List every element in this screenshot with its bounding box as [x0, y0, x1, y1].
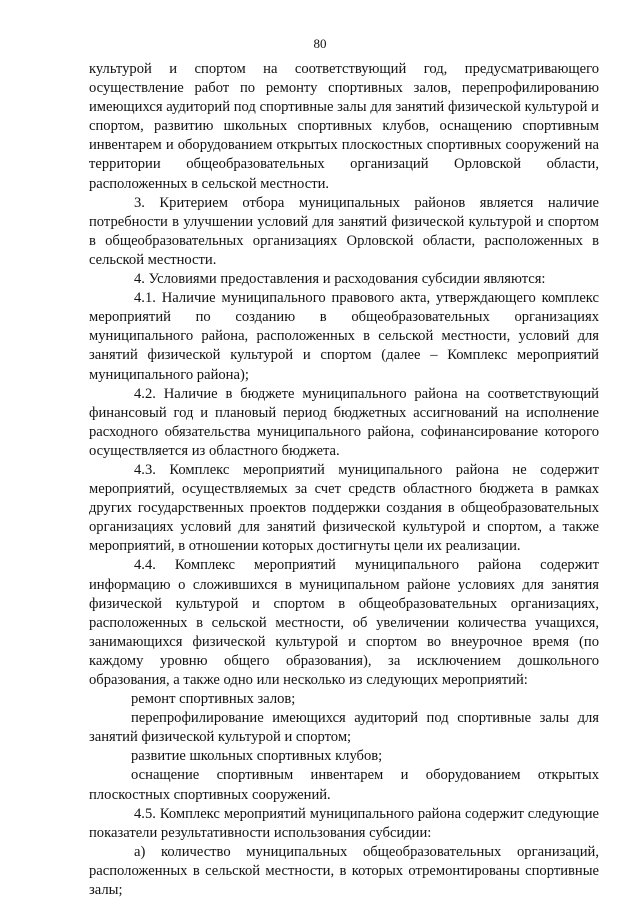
paragraph-4-5: 4.5. Комплекс мероприятий муниципального района содержит следующие показатели результативности использования субсидии:	[89, 805, 599, 841]
page-number: 80	[313, 36, 327, 51]
paragraph-4-2: 4.2. Наличие в бюджете муниципального района на соответствующий финансовый год и плановый период бюджетных ассигнований на исполнение расходного обязательства муниципального района, софинансирование которого осуществляется из областного бюджета.	[89, 385, 599, 459]
paragraph-4-conditions: 4. Условиями предоставления и расходования субсидии являются:	[134, 271, 546, 288]
document-body	[89, 60, 599, 900]
list-item-gym-repair: ремонт спортивных залов;	[131, 691, 296, 708]
paragraph-4-3: 4.3. Комплекс мероприятий муниципального района не содержит мероприятий, осуществляемых за счет средств областного бюджета в рамках других государственных проектов поддержки создания в общеобразовательных организациях условий для занятий физической культурой и спортом, а также мероприятий, в отношении которых достигнуты цели их реализации.	[89, 461, 599, 555]
paragraph-continuation: культурой и спортом на соответствующий год, предусматривающего осуществление работ по ремонту спортивных залов, перепрофилированию имеющихся аудиторий под спортивные залы для занятий физической культурой и спортом, развитию школьных спортивных клубов, оснащению спортивным инвентарем и оборудованием открытых плоскостных спортивных сооружений на территории общеобразовательных организаций Орловской области, расположенных в сельской местности.	[89, 61, 599, 192]
paragraph-3-selection-criterion: 3. Критерием отбора муниципальных районов является наличие потребности в улучшении условий для занятий физической культурой и спортом в общеобразовательных организациях Орловской области, расположенных в сельской местности.	[89, 194, 599, 268]
list-item-outdoor-equipment: оснащение спортивным инвентарем и оборудованием открытых плоскостных спортивных сооружений.	[89, 767, 599, 803]
list-item-room-conversion: перепрофилирование имеющихся аудиторий под спортивные залы для занятий физической культурой и спортом;	[89, 710, 599, 746]
paragraph-4-1: 4.1. Наличие муниципального правового акта, утверждающего комплекс мероприятий по созданию в общеобразовательных организациях муниципального района, расположенных в сельской местности, условий для занятий физической культурой и спортом (далее – Комплекс мероприятий муниципального района);	[89, 290, 599, 383]
list-item-school-clubs: развитие школьных спортивных клубов;	[131, 748, 383, 765]
paragraph-4-4: 4.4. Комплекс мероприятий муниципального района содержит информацию о сложившихся в муниципальном районе условиях для занятия физической культурой и спортом в общеобразовательных организациях, расположенных в сельской местности, об увеличении количества учащихся, занимающихся физической культурой и спортом во внеурочное время (по каждому уровню общего образования), за исключением дошкольного образования, а также одно или несколько из следующих мероприятий:	[89, 557, 599, 688]
paragraph-4-5-a: а) количество муниципальных общеобразовательных организаций, расположенных в сельской местности, в которых отремонтированы спортивные залы;	[89, 843, 599, 899]
